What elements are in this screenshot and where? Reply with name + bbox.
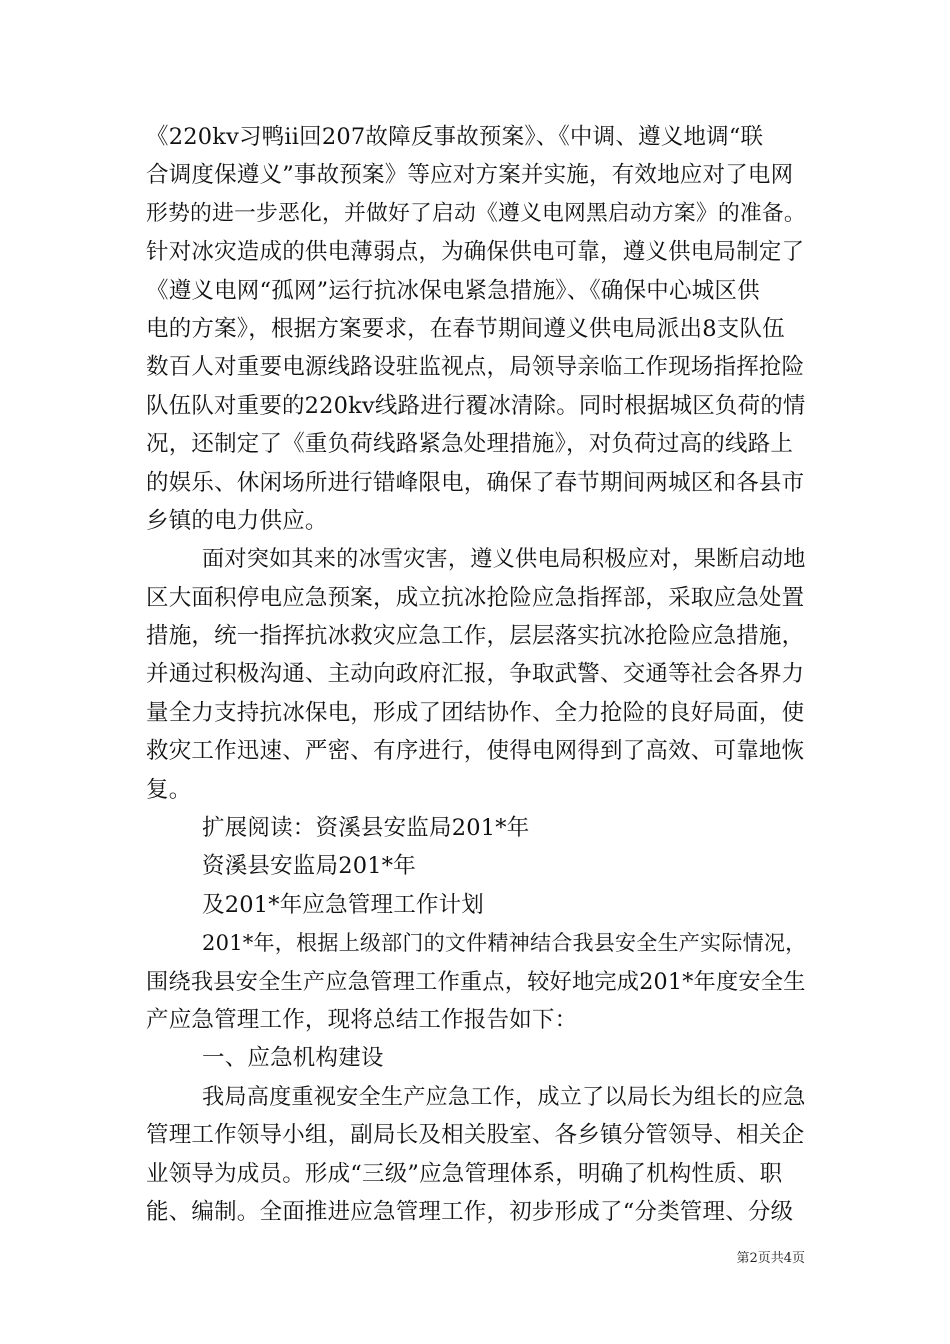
text-line: 数百人对重要电源线路设驻监视点，局领导亲临工作现场指挥抢险 bbox=[146, 354, 805, 381]
text-line: 资溪县安监局201*年 bbox=[202, 853, 416, 880]
page-number: 第2页共4页 bbox=[736, 1251, 805, 1266]
text-line: 的娱乐、休闲场所进行错峰限电，确保了春节期间两城区和各县市 bbox=[146, 469, 805, 496]
text-line: 针对冰灾造成的供电薄弱点，为确保供电可靠，遵义供电局制定了 bbox=[146, 239, 805, 266]
text-line: 乡镇的电力供应。 bbox=[146, 507, 328, 534]
text-line: 能、编制。全面推进应急管理工作，初步形成了“分类管理、分级 bbox=[146, 1198, 794, 1225]
text-line: 形势的进一步恶化，并做好了启动《遵义电网黑启动方案》的准备。 bbox=[146, 200, 806, 226]
text-line: 况，还制定了《重负荷线路紧急处理措施》，对负荷过高的线路上 bbox=[146, 431, 794, 458]
text-line: 《220kv习鸭ii回207故障反事故预案》、《中调、遵义地调“联 bbox=[146, 124, 764, 150]
text-line: 区大面积停电应急预案，成立抗冰抢险应急指挥部，采取应急处置 bbox=[146, 584, 805, 611]
text-line: 201*年，根据上级部门的文件精神结合我县安全生产实际情况， bbox=[202, 930, 807, 956]
text-line: 措施，统一指挥抗冰救灾应急工作，层层落实抗冰抢险应急措施， bbox=[146, 623, 805, 650]
text-line: 救灾工作迅速、严密、有序进行，使得电网得到了高效、可靠地恢 bbox=[146, 738, 805, 765]
text-line: 并通过积极沟通、主动向政府汇报，争取武警、交通等社会各界力 bbox=[146, 661, 805, 688]
text-line: 电的方案》，根据方案要求，在春节期间遵义供电局派出8支队伍 bbox=[146, 315, 785, 342]
text-line: 一、应急机构建设 bbox=[202, 1045, 384, 1072]
text-line: 量全力支持抗冰保电，形成了团结协作、全力抢险的良好局面，使 bbox=[146, 699, 805, 726]
text-line: 我局高度重视安全生产应急工作，成立了以局长为组长的应急 bbox=[202, 1083, 806, 1110]
text-line: 围绕我县安全生产应急管理工作重点，较好地完成201*年度安全生 bbox=[146, 968, 806, 995]
text-line: 产应急管理工作，现将总结工作报告如下： bbox=[146, 1006, 578, 1033]
text-line: 队伍队对重要的220kv线路进行覆冰清除。同时根据城区负荷的情 bbox=[146, 392, 806, 419]
text-line: 合调度保遵义”事故预案》等应对方案并实施，有效地应对了电网 bbox=[146, 162, 794, 189]
text-line: 及201*年应急管理工作计划 bbox=[202, 891, 484, 918]
text-line: 复。 bbox=[146, 776, 192, 803]
text-line: 面对突如其来的冰雪灾害，遵义供电局积极应对，果断启动地 bbox=[202, 546, 806, 573]
text-line: 管理工作领导小组，副局长及相关股室、各乡镇分管领导、相关企 bbox=[146, 1122, 805, 1149]
text-line: 《遵义电网“孤网”运行抗冰保电紧急措施》、《确保中心城区供 bbox=[146, 277, 760, 304]
text-line: 扩展阅读：资溪县安监局201*年 bbox=[202, 815, 530, 842]
document-body bbox=[146, 118, 806, 1231]
text-line: 业领导为成员。形成“三级”应急管理体系，明确了机构性质、职 bbox=[146, 1160, 783, 1187]
